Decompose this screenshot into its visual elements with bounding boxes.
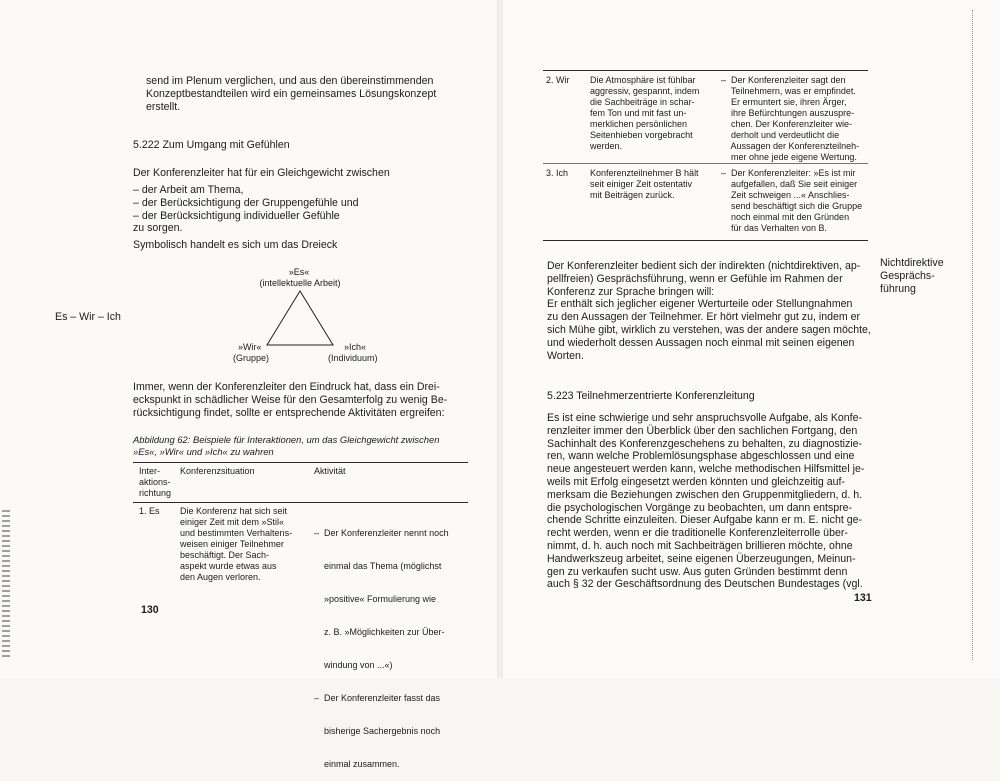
cell-line: für das Verhalten von B. xyxy=(721,223,828,233)
header-line: aktions- xyxy=(139,477,171,487)
cell-line: aufgefallen, daß Sie seit einiger xyxy=(721,179,858,189)
text-line: send im Plenum verglichen, und aus den übereinstimmenden xyxy=(146,75,434,87)
text-line: gen zu verkaufen sucht usw. Aus guten Gründen bestimmt denn xyxy=(547,565,848,578)
text-line: Konferenz zur Sprache bringen will: xyxy=(547,285,715,298)
cell-line: send beschäftigt sich die Gruppe xyxy=(721,201,863,211)
text-line: renzleiter immer den Überblick über den sachlichen Fortgang, den xyxy=(547,424,858,437)
triangle-label-wir-desc: (Gruppe) xyxy=(233,353,270,363)
cell-line: den Augen verloren. xyxy=(180,572,261,582)
text-line: ren, wann welche Problemlösungsphase abgeschlossen und eine xyxy=(547,450,855,463)
text-line: weils mit Erfolg eingesetzt werden könnten und gleichzeitig auf- xyxy=(547,475,845,488)
cell-line: Aussagen der Konferenzteilneh- xyxy=(721,141,860,151)
cell-line: noch einmal mit den Gründen xyxy=(721,212,850,222)
table-top-rule xyxy=(133,462,468,463)
cell-line: beschäftigt. Der Sach- xyxy=(180,550,270,560)
header-line: Inter- xyxy=(139,466,161,476)
figure-caption xyxy=(133,434,439,458)
triangle-diagram xyxy=(262,288,342,350)
text-line: neue angesteuert werden kann, welche methodischen Hilfsmittel je- xyxy=(547,463,865,476)
row-wir-activity xyxy=(721,75,859,163)
text-line: chende Schritte einzuleiten. Dieser Aufgabe kann er m. E. nicht ge- xyxy=(547,514,863,527)
text-line: erstellt. xyxy=(146,100,181,113)
text-line: Es ist eine schwierige und sehr anspruchsvolle Aufgabe, als Konfe- xyxy=(547,412,863,424)
triangle-label-ich: »Ich« xyxy=(344,342,367,352)
text-line: recht werden, wenn er die traditionelle Konferenzleiterrolle über- xyxy=(547,527,848,540)
list-item: – der Arbeit am Thema, xyxy=(133,184,244,196)
text-line: rücksichtigung findet, sollte er entsprechende Aktivitäten ergreifen: xyxy=(133,406,445,419)
text-line: Sachinhalt des Konferenzgeschehens zu behalten, zu diagnostizie- xyxy=(547,437,863,450)
text-line: sich Mühe gibt, wirklich zu verstehen, was der andere sagen möchte, xyxy=(547,323,871,336)
cell-line: merklichen persönlichen xyxy=(590,119,688,129)
text-line: Konzeptbestandteilen wird ein gemeinsames Lösungskonzept xyxy=(146,87,437,100)
paragraph-balance: Der Konferenzleiter hat für ein Gleichgewicht zwischen xyxy=(133,167,390,179)
triangle-label-wir: »Wir« xyxy=(238,342,262,352)
cell-line: Konferenzteilnehmer B hält xyxy=(590,168,699,178)
page-edge-marks xyxy=(2,510,10,660)
cell-line: – Der Konferenzleiter nennt noch xyxy=(314,528,449,538)
text-line: zu den Aussagen der Teilnehmer. Er hört vielmehr gut zu, indem er xyxy=(547,311,861,324)
intro-paragraph xyxy=(146,75,436,113)
text-line: Immer, wenn der Konferenzleiter den Eindruck hat, dass ein Drei- xyxy=(133,381,440,393)
text-line: und wiederholt dessen Aussagen noch einmal mit seinen eigenen xyxy=(547,336,855,349)
cell-line: mer ohne jede eigene Wertung. xyxy=(721,152,857,162)
text-line: nimmt, d. h. auch noch mit Sachbeiträgen brillieren möchte, ohne xyxy=(547,539,853,552)
page-number-left: 130 xyxy=(141,604,159,616)
page-number-right: 131 xyxy=(854,592,872,604)
cell-line: einiger Zeit mit dem »Stil« xyxy=(180,517,285,527)
row-es-direction: 1. Es xyxy=(139,506,160,516)
cell-line: aggressiv, gespannt, indem xyxy=(590,86,700,96)
caption-line: Abbildung 62: Beispiele für Interaktionen, um das Gleichgewicht zwischen xyxy=(133,434,440,445)
cell-line: fem Ton und mit fast un- xyxy=(590,108,687,118)
text-line: Der Konferenzleiter bedient sich der indirekten (nichtdirektiven, ap- xyxy=(547,260,861,272)
book-gutter xyxy=(497,0,503,678)
text-line: merksam die Beziehungen zwischen den Gruppenmitgliedern, d. h. xyxy=(547,488,863,501)
cell-line: einmal das Thema (möglichst xyxy=(314,561,442,571)
cell-line: Seitenhieben vorgebracht xyxy=(590,130,693,140)
triangle-label-ich-desc: (Individuum) xyxy=(328,353,378,363)
text-line: Worten. xyxy=(547,349,584,362)
section-heading-5223: 5.223 Teilnehmerzentrierte Konferenzleitung xyxy=(547,390,755,402)
cell-line: Die Atmosphäre ist fühlbar xyxy=(590,75,696,85)
row-wir-situation xyxy=(590,75,699,152)
cell-line: die Sachbeiträge in schar- xyxy=(590,97,695,107)
text-line: Handwerkszeug arbeitet, seine eigenen Überzeugungen, Meinun- xyxy=(547,552,856,565)
list-item: – der Berücksichtigung der Gruppengefühle und xyxy=(133,196,359,209)
cell-line: ihre Befürchtungen auszuspre- xyxy=(721,108,855,118)
table-header-rule xyxy=(133,502,468,503)
row-wir-direction: 2. Wir xyxy=(546,75,570,85)
text-line: auch § 32 der Geschäftsordnung des Deutschen Bundestages (vgl. xyxy=(547,578,863,591)
row-ich-situation xyxy=(590,168,699,201)
cell-line: aspekt wurde etwas aus xyxy=(180,561,277,571)
paragraph-participant-centered xyxy=(547,412,864,591)
table-bottom-rule xyxy=(543,240,868,241)
table-continued-top-rule xyxy=(543,70,868,71)
cell-line: Zeit schweigen ...« Anschlies- xyxy=(721,190,850,200)
paragraph-triangle: Symbolisch handelt es sich um das Dreieck xyxy=(133,239,338,251)
row-es-situation xyxy=(180,506,292,583)
row-es-activity xyxy=(314,506,449,781)
paragraph-activities xyxy=(133,381,447,419)
text-line: eckspunkt in schädlicher Weise für den Gesamterfolg zu wenig Be- xyxy=(133,393,448,406)
header-line: richtung xyxy=(139,488,172,498)
paragraph-nondirective xyxy=(547,260,871,362)
balance-list xyxy=(133,184,359,235)
cell-line: einmal zusammen. xyxy=(314,759,400,769)
text-line: Er enthält sich jeglicher eigener Werturteile oder Stellungnahmen xyxy=(547,298,853,311)
cell-line: windung von ...«) xyxy=(314,660,393,670)
cell-line: derholt und verdeutlicht die xyxy=(721,130,840,140)
cell-line: bisherige Sachergebnis noch xyxy=(314,726,441,736)
cell-line: »positive« Formulierung wie xyxy=(314,594,437,604)
list-item: zu sorgen. xyxy=(133,222,183,235)
margin-line: Nichtdirektive xyxy=(880,257,944,269)
cell-line: – Der Konferenzleiter: »Es ist mir xyxy=(721,168,856,178)
cell-line: werden. xyxy=(590,141,623,151)
table-header-situation: Konferenzsituation xyxy=(180,466,255,476)
margin-note-es-wir-ich: Es – Wir – Ich xyxy=(55,311,121,323)
table-header-activity: Aktivität xyxy=(314,466,346,476)
row-ich-direction: 3. Ich xyxy=(546,168,569,178)
list-item: – der Berücksichtigung individueller Gefühle xyxy=(133,209,340,222)
margin-line: führung xyxy=(880,282,916,295)
cell-line: mit Beiträgen zurück. xyxy=(590,190,675,200)
table-header-direction xyxy=(139,466,171,499)
cell-line: Er ermuntert sie, ihren Ärger, xyxy=(721,97,847,107)
cell-line: – Der Konferenzleiter sagt den xyxy=(721,75,846,85)
margin-note-nondirective xyxy=(880,257,944,295)
table-row-divider xyxy=(543,163,868,164)
text-line: pellfreien) Gesprächsführung, wenn er Gefühle im Rahmen der xyxy=(547,272,843,285)
text-line: die psychologischen Vorgänge zu beobachten, um dann entspre- xyxy=(547,501,853,514)
row-ich-activity xyxy=(721,168,862,234)
cell-line: – Der Konferenzleiter fasst das xyxy=(314,693,441,703)
cell-line: chen. Der Konferenzleiter wie- xyxy=(721,119,853,129)
section-heading-5222: 5.222 Zum Umgang mit Gefühlen xyxy=(133,139,290,151)
triangle-label-es: »Es« xyxy=(288,267,310,277)
cell-line: Die Konferenz hat sich seit xyxy=(180,506,288,516)
triangle-label-es-desc: (intellektuelle Arbeit) xyxy=(259,278,341,288)
caption-line: »Es«, »Wir« und »Ich« zu wahren xyxy=(133,446,274,457)
cell-line: z. B. »Möglichkeiten zur Über- xyxy=(314,627,445,637)
margin-line: Gesprächs- xyxy=(880,269,935,282)
cell-line: Teilnehmern, was er empfindet. xyxy=(721,86,856,96)
cell-line: seit einiger Zeit ostentativ xyxy=(590,179,693,189)
cell-line: weisen einiger Teilnehmer xyxy=(180,539,284,549)
cell-line: und bestimmten Verhaltens- xyxy=(180,528,293,538)
right-page-edge xyxy=(972,10,975,660)
